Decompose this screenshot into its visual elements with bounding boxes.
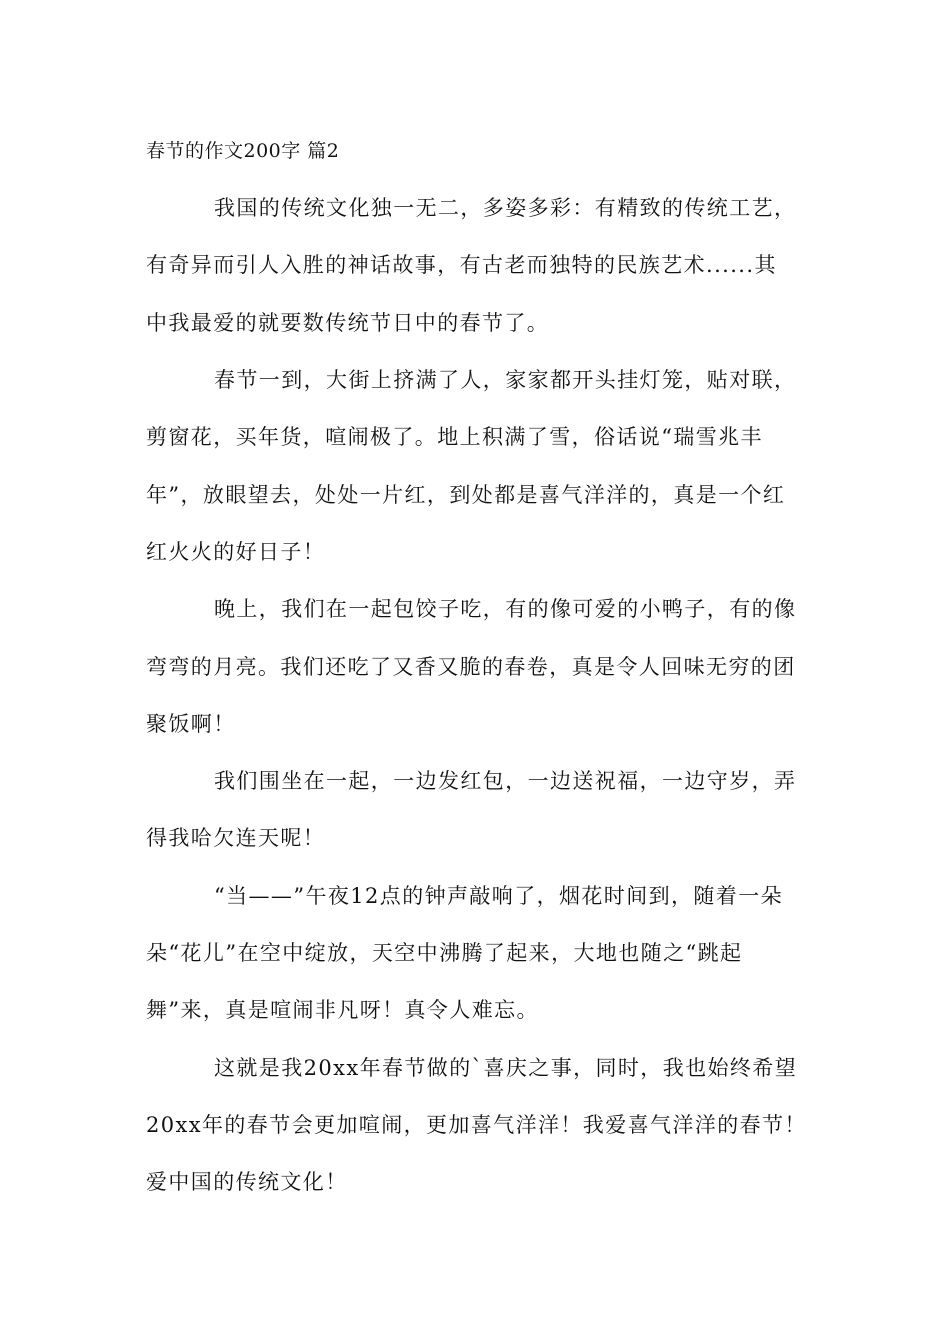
paragraph-4-line-2: 得我哈欠连天呢！ (146, 826, 326, 850)
paragraph-2-line-1: 春节一到，大街上挤满了人，家家都开头挂灯笼，贴对联， (214, 368, 797, 392)
paragraph-2-line-4: 红火火的好日子！ (146, 540, 326, 564)
paragraph-3-line-2: 弯弯的月亮。我们还吃了又香又脆的春卷，真是令人回味无穷的团 (146, 655, 796, 679)
paragraph-4-line-1: 我们围坐在一起，一边发红包，一边送祝福，一边守岁，弄 (214, 769, 797, 793)
paragraph-6-line-1: 这就是我20xx年春节做的`喜庆之事，同时，我也始终希望 (214, 1056, 798, 1080)
paragraph-1-line-1: 我国的传统文化独一无二，多姿多彩：有精致的传统工艺， (214, 196, 797, 220)
paragraph-1-line-3: 中我最爱的就要数传统节日中的春节了。 (146, 311, 550, 335)
paragraph-5-line-1: “当——”午夜12点的钟声敲响了，烟花时间到，随着一朵 (214, 884, 783, 908)
paragraph-2-line-2: 剪窗花，买年货，喧闹极了。地上积满了雪，俗话说“瑞雪兆丰 (146, 425, 763, 449)
paragraph-2-line-3: 年”，放眼望去，处处一片红，到处都是喜气洋洋的，真是一个红 (146, 483, 786, 507)
paragraph-3-line-3: 聚饭啊！ (146, 712, 236, 736)
paragraph-5-line-2: 朵“花儿”在空中绽放，天空中沸腾了起来，大地也随之“跳起 (146, 941, 743, 965)
paragraph-5-line-3: 舞”来，真是喧闹非凡呀！真令人难忘。 (146, 998, 539, 1022)
paragraph-3-line-1: 晚上，我们在一起包饺子吃，有的像可爱的小鸭子，有的像 (214, 597, 797, 621)
paragraph-6-line-2: 20xx年的春节会更加喧闹，更加喜气洋洋！我爱喜气洋洋的春节！ (146, 1113, 807, 1137)
paragraph-6-line-3: 爱中国的传统文化！ (146, 1170, 348, 1194)
document-title: 春节的作文200字 篇2 (146, 140, 340, 162)
paragraph-1-line-2: 有奇异而引人入胜的神话故事，有古老而独特的民族艺术......其 (146, 253, 777, 277)
